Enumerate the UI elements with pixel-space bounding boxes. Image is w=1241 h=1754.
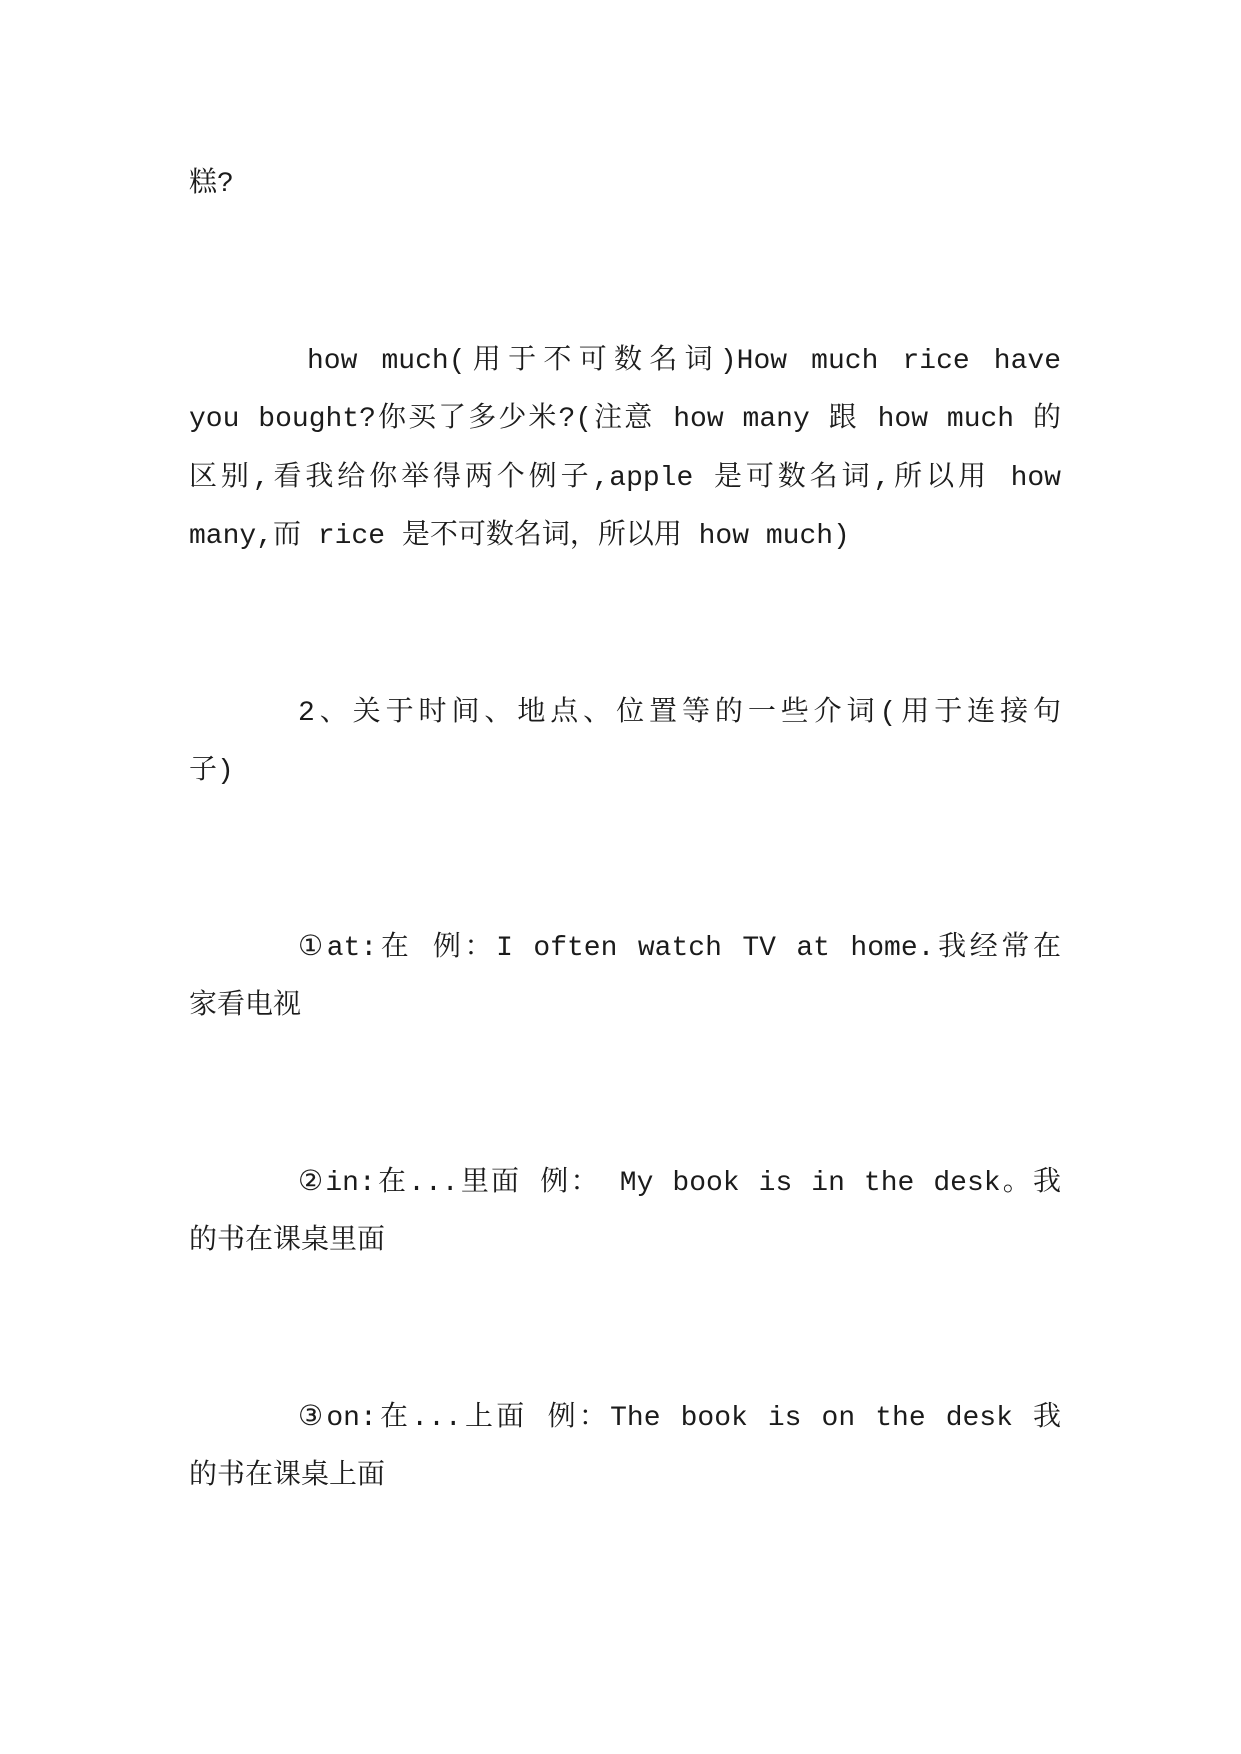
document-body <box>189 156 1061 1625</box>
paragraph-line: ①at:在 例：I often watch TV at home.我经常在 <box>298 932 1061 964</box>
paragraph-line: 区别,看我给你举得两个例子,apple 是可数名词,所以用 how <box>189 462 1061 494</box>
how-much-paragraph <box>189 333 1061 567</box>
continued-paragraph <box>189 156 1061 215</box>
paragraph-line: 2、关于时间、地点、位置等的一些介词(用于连接句 <box>298 697 1061 729</box>
at-example-paragraph <box>189 920 1061 1037</box>
paragraph-line: you bought?你买了多少米?(注意 how many 跟 how much 的 <box>189 404 1061 435</box>
paragraph-line: many,而 rice 是不可数名词，所以用 how much) <box>189 521 850 552</box>
paragraph-line: how much(用于不可数名词)How much rice have <box>307 345 1061 377</box>
in-example-paragraph <box>189 1155 1061 1272</box>
paragraph-line: 的书在课桌上面 <box>189 1461 386 1492</box>
paragraph-line: 糕? <box>189 169 234 200</box>
paragraph-line: 家看电视 <box>189 991 302 1022</box>
on-example-paragraph <box>189 1390 1061 1507</box>
paragraph-line: 子) <box>189 756 234 787</box>
paragraph-line: ③on:在...上面 例：The book is on the desk 我 <box>298 1402 1061 1434</box>
paragraph-line: 的书在课桌里面 <box>189 1226 386 1257</box>
prepositions-heading-paragraph <box>189 685 1061 802</box>
paragraph-line: ②in:在...里面 例： My book is in the desk。我 <box>298 1167 1061 1199</box>
